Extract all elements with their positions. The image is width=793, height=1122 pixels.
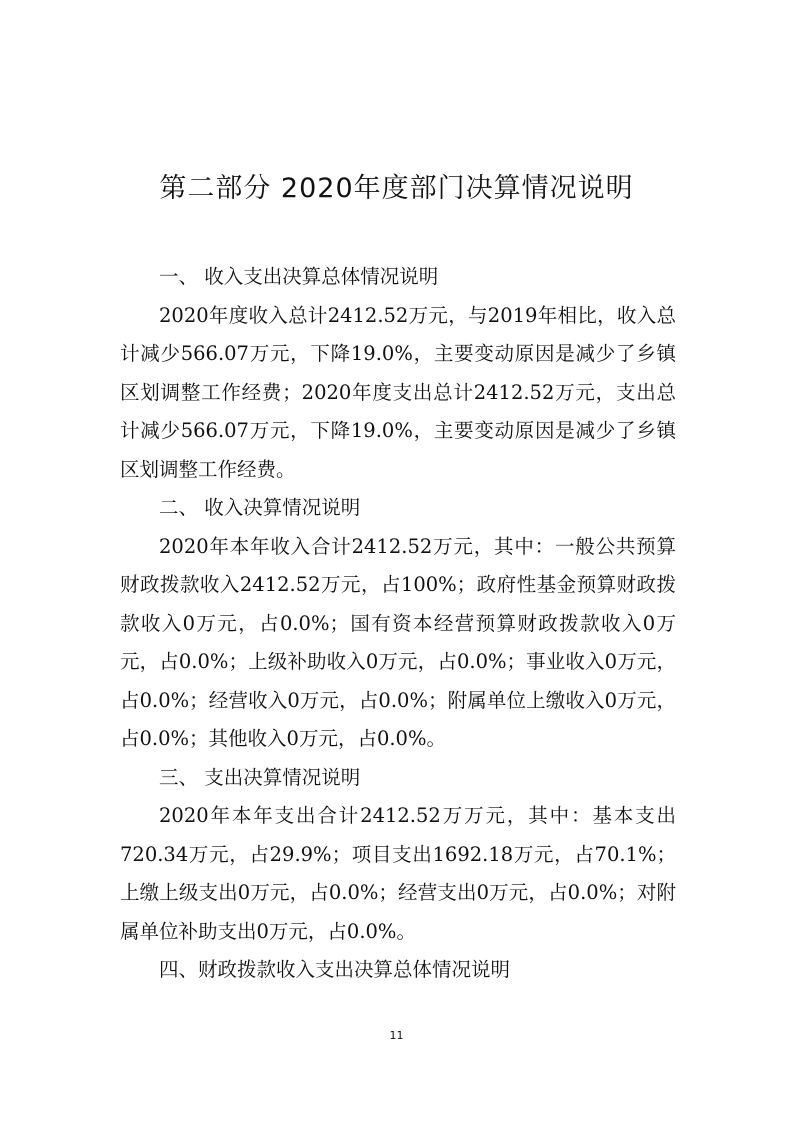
document-body [120, 258, 676, 990]
section-paragraph-1: 2020年度收入总计2412.52万元，与2019年相比，收入总计减少566.07万元，下降19.0%，主要变动原因是减少了乡镇区划调整工作经费；2020年度支出总计2412.52万元，支出总计减少566.07万元，下降19.0%，主要变动原因是减少了乡镇区划调整工作经费。 [120, 303, 676, 481]
section-heading-1: 一、 收入支出决算总体情况说明 [159, 265, 439, 288]
section-heading-4: 四、财政拨款收入支出决算总体情况说明 [159, 958, 511, 981]
section-paragraph-2: 2020年本年收入合计2412.52万元，其中：一般公共预算财政拨款收入2412.52万元，占100%；政府性基金预算财政拨款收入0万元，占0.0%；国有资本经营预算财政拨款收入0万元，占0.0%；上级补助收入0万元，占0.0%；事业收入0万元，占0.0%；经营收入0万元，占0.0%；附属单位上缴收入0万元，占0.0%；其他收入0万元，占0.0%。 [120, 534, 676, 750]
section-heading-2: 二、 收入决算情况说明 [159, 496, 361, 519]
section-heading-3: 三、 支出决算情况说明 [159, 765, 361, 789]
section-paragraph-3: 2020年本年支出合计2412.52万万元，其中：基本支出720.34万元，占29.9%；项目支出1692.18万元，占70.1%；上缴上级支出0万元，占0.0%；经营支出0万元，占0.0%；对附属单位补助支出0万元，占0.0%。 [120, 804, 676, 943]
page-number: 11 [389, 1029, 404, 1042]
page-title: 第二部分 2020年度部门决算情况说明 [159, 173, 634, 204]
